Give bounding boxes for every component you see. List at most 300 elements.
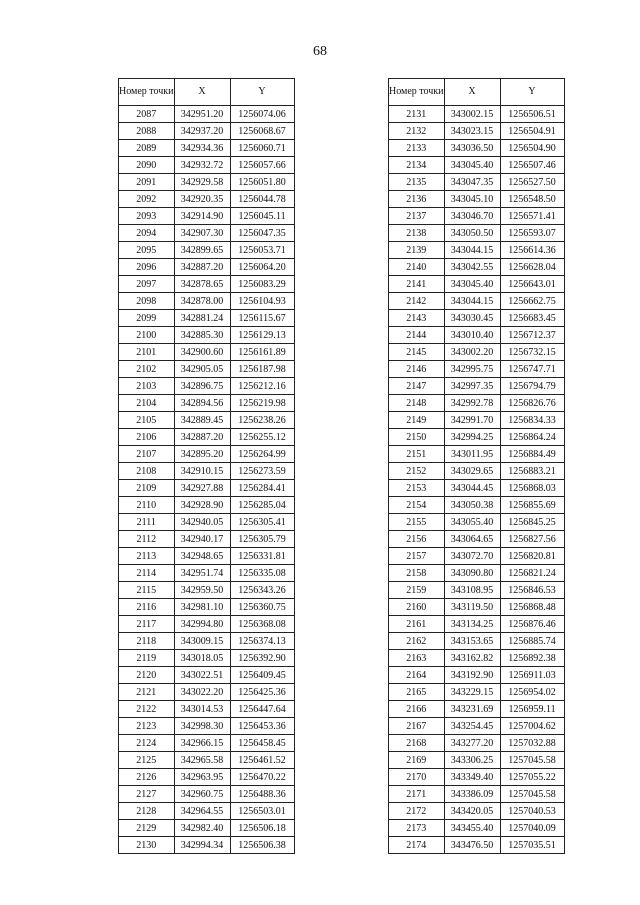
table-row <box>119 497 295 514</box>
y-coordinate-cell: 1256712.37 <box>500 327 564 344</box>
x-coordinate-cell: 343045.10 <box>444 191 500 208</box>
y-coordinate-cell: 1256662.75 <box>500 293 564 310</box>
y-coordinate-cell: 1256115.67 <box>230 310 294 327</box>
x-coordinate-cell: 342940.17 <box>174 531 230 548</box>
table-row <box>119 531 295 548</box>
y-coordinate-cell: 1256068.67 <box>230 123 294 140</box>
y-coordinate-cell: 1256827.56 <box>500 531 564 548</box>
y-coordinate-cell: 1256504.90 <box>500 140 564 157</box>
x-coordinate-cell: 342965.58 <box>174 752 230 769</box>
y-coordinate-cell: 1257045.58 <box>500 786 564 803</box>
x-coordinate-cell: 342963.95 <box>174 769 230 786</box>
y-coordinate-cell: 1257045.58 <box>500 752 564 769</box>
point-number-cell: 2153 <box>389 480 445 497</box>
y-coordinate-cell: 1256820.81 <box>500 548 564 565</box>
point-number-cell: 2165 <box>389 684 445 701</box>
table-row <box>389 123 565 140</box>
point-number-cell: 2119 <box>119 650 175 667</box>
x-coordinate-cell: 342914.90 <box>174 208 230 225</box>
table-row <box>119 684 295 701</box>
y-coordinate-cell: 1256643.01 <box>500 276 564 293</box>
point-number-cell: 2141 <box>389 276 445 293</box>
y-coordinate-cell: 1256374.13 <box>230 633 294 650</box>
point-number-cell: 2099 <box>119 310 175 327</box>
table-row <box>119 140 295 157</box>
x-coordinate-cell: 343009.15 <box>174 633 230 650</box>
y-coordinate-cell: 1256506.18 <box>230 820 294 837</box>
table-row <box>119 174 295 191</box>
table-row <box>119 633 295 650</box>
y-coordinate-cell: 1256057.66 <box>230 157 294 174</box>
y-coordinate-cell: 1256104.93 <box>230 293 294 310</box>
y-coordinate-cell: 1256368.08 <box>230 616 294 633</box>
x-coordinate-cell: 343064.65 <box>444 531 500 548</box>
x-coordinate-cell: 343011.95 <box>444 446 500 463</box>
y-coordinate-cell: 1256053.71 <box>230 242 294 259</box>
y-coordinate-cell: 1256458.45 <box>230 735 294 752</box>
point-number-cell: 2120 <box>119 667 175 684</box>
point-number-cell: 2171 <box>389 786 445 803</box>
table-row <box>389 514 565 531</box>
y-coordinate-cell: 1256614.36 <box>500 242 564 259</box>
table-row <box>389 786 565 803</box>
table-row <box>389 310 565 327</box>
table-row <box>389 565 565 582</box>
x-coordinate-cell: 342998.30 <box>174 718 230 735</box>
x-coordinate-cell: 342964.55 <box>174 803 230 820</box>
point-number-cell: 2122 <box>119 701 175 718</box>
x-coordinate-cell: 343306.25 <box>444 752 500 769</box>
x-coordinate-cell: 343162.82 <box>444 650 500 667</box>
y-coordinate-cell: 1256060.71 <box>230 140 294 157</box>
y-coordinate-cell: 1256876.46 <box>500 616 564 633</box>
point-number-cell: 2167 <box>389 718 445 735</box>
y-coordinate-cell: 1257040.09 <box>500 820 564 837</box>
x-coordinate-cell: 343023.15 <box>444 123 500 140</box>
point-number-cell: 2160 <box>389 599 445 616</box>
x-coordinate-cell: 343022.51 <box>174 667 230 684</box>
table-body-right <box>389 106 565 854</box>
x-coordinate-cell: 343254.45 <box>444 718 500 735</box>
x-coordinate-cell: 343044.15 <box>444 242 500 259</box>
x-coordinate-cell: 343030.45 <box>444 310 500 327</box>
y-coordinate-cell: 1256504.91 <box>500 123 564 140</box>
y-coordinate-cell: 1256884.49 <box>500 446 564 463</box>
table-row <box>389 395 565 412</box>
y-coordinate-cell: 1256212.16 <box>230 378 294 395</box>
table-header-row <box>119 79 295 106</box>
x-coordinate-cell: 343231.69 <box>444 701 500 718</box>
y-coordinate-cell: 1257040.53 <box>500 803 564 820</box>
table-row <box>389 157 565 174</box>
point-number-cell: 2124 <box>119 735 175 752</box>
table-row <box>389 616 565 633</box>
table-row <box>119 191 295 208</box>
y-coordinate-cell: 1256425.36 <box>230 684 294 701</box>
x-coordinate-cell: 342878.00 <box>174 293 230 310</box>
point-number-cell: 2092 <box>119 191 175 208</box>
x-coordinate-cell: 343045.40 <box>444 276 500 293</box>
x-coordinate-cell: 343036.50 <box>444 140 500 157</box>
table-row <box>119 446 295 463</box>
table-header-row <box>389 79 565 106</box>
x-coordinate-cell: 342896.75 <box>174 378 230 395</box>
table-row <box>389 344 565 361</box>
table-row <box>119 242 295 259</box>
table-row <box>119 123 295 140</box>
header-y: Y <box>230 79 294 106</box>
x-coordinate-cell: 343108.95 <box>444 582 500 599</box>
point-number-cell: 2118 <box>119 633 175 650</box>
table-row <box>389 701 565 718</box>
y-coordinate-cell: 1256447.64 <box>230 701 294 718</box>
x-coordinate-cell: 342887.20 <box>174 429 230 446</box>
point-number-cell: 2105 <box>119 412 175 429</box>
x-coordinate-cell: 343386.09 <box>444 786 500 803</box>
header-y: Y <box>500 79 564 106</box>
point-number-cell: 2127 <box>119 786 175 803</box>
point-number-cell: 2136 <box>389 191 445 208</box>
x-coordinate-cell: 343090.80 <box>444 565 500 582</box>
point-number-cell: 2130 <box>119 837 175 854</box>
point-number-cell: 2094 <box>119 225 175 242</box>
point-number-cell: 2093 <box>119 208 175 225</box>
table-row <box>119 480 295 497</box>
y-coordinate-cell: 1256044.78 <box>230 191 294 208</box>
point-number-cell: 2135 <box>389 174 445 191</box>
y-coordinate-cell: 1256892.38 <box>500 650 564 667</box>
point-number-cell: 2133 <box>389 140 445 157</box>
x-coordinate-cell: 342995.75 <box>444 361 500 378</box>
y-coordinate-cell: 1256305.41 <box>230 514 294 531</box>
x-coordinate-cell: 343050.38 <box>444 497 500 514</box>
point-number-cell: 2143 <box>389 310 445 327</box>
point-number-cell: 2096 <box>119 259 175 276</box>
x-coordinate-cell: 343455.40 <box>444 820 500 837</box>
table-row <box>119 565 295 582</box>
x-coordinate-cell: 343072.70 <box>444 548 500 565</box>
point-number-cell: 2110 <box>119 497 175 514</box>
y-coordinate-cell: 1256285.04 <box>230 497 294 514</box>
point-number-cell: 2091 <box>119 174 175 191</box>
y-coordinate-cell: 1256335.08 <box>230 565 294 582</box>
table-row <box>389 650 565 667</box>
table-row <box>389 752 565 769</box>
y-coordinate-cell: 1256470.22 <box>230 769 294 786</box>
point-number-cell: 2158 <box>389 565 445 582</box>
x-coordinate-cell: 342994.34 <box>174 837 230 854</box>
table-row <box>389 225 565 242</box>
x-coordinate-cell: 342895.20 <box>174 446 230 463</box>
table-row <box>389 463 565 480</box>
header-point-number: Номер точки <box>119 79 175 106</box>
point-number-cell: 2148 <box>389 395 445 412</box>
x-coordinate-cell: 342934.36 <box>174 140 230 157</box>
point-number-cell: 2163 <box>389 650 445 667</box>
x-coordinate-cell: 342887.20 <box>174 259 230 276</box>
point-number-cell: 2152 <box>389 463 445 480</box>
point-number-cell: 2157 <box>389 548 445 565</box>
x-coordinate-cell: 342960.75 <box>174 786 230 803</box>
x-coordinate-cell: 342940.05 <box>174 514 230 531</box>
x-coordinate-cell: 343047.35 <box>444 174 500 191</box>
y-coordinate-cell: 1256846.53 <box>500 582 564 599</box>
table-row <box>119 276 295 293</box>
x-coordinate-cell: 342885.30 <box>174 327 230 344</box>
y-coordinate-cell: 1256548.50 <box>500 191 564 208</box>
point-number-cell: 2107 <box>119 446 175 463</box>
table-row <box>389 446 565 463</box>
point-number-cell: 2169 <box>389 752 445 769</box>
x-coordinate-cell: 343349.40 <box>444 769 500 786</box>
x-coordinate-cell: 343029.65 <box>444 463 500 480</box>
x-coordinate-cell: 343055.40 <box>444 514 500 531</box>
y-coordinate-cell: 1256527.50 <box>500 174 564 191</box>
point-number-cell: 2132 <box>389 123 445 140</box>
table-row <box>119 208 295 225</box>
x-coordinate-cell: 342907.30 <box>174 225 230 242</box>
x-coordinate-cell: 342991.70 <box>444 412 500 429</box>
table-row <box>119 837 295 854</box>
point-number-cell: 2168 <box>389 735 445 752</box>
y-coordinate-cell: 1256883.21 <box>500 463 564 480</box>
table-row <box>389 633 565 650</box>
table-row <box>389 531 565 548</box>
y-coordinate-cell: 1256064.20 <box>230 259 294 276</box>
x-coordinate-cell: 342992.78 <box>444 395 500 412</box>
table-row <box>119 106 295 123</box>
x-coordinate-cell: 343018.05 <box>174 650 230 667</box>
table-row <box>389 837 565 854</box>
table-row <box>119 463 295 480</box>
table-row <box>389 140 565 157</box>
table-row <box>119 582 295 599</box>
y-coordinate-cell: 1256238.26 <box>230 412 294 429</box>
y-coordinate-cell: 1256219.98 <box>230 395 294 412</box>
table-row <box>389 276 565 293</box>
header-point-number: Номер точки <box>389 79 445 106</box>
point-number-cell: 2121 <box>119 684 175 701</box>
table-row <box>119 361 295 378</box>
point-number-cell: 2155 <box>389 514 445 531</box>
header-x: X <box>444 79 500 106</box>
y-coordinate-cell: 1256343.26 <box>230 582 294 599</box>
table-row <box>119 616 295 633</box>
point-number-cell: 2113 <box>119 548 175 565</box>
y-coordinate-cell: 1256129.13 <box>230 327 294 344</box>
y-coordinate-cell: 1256826.76 <box>500 395 564 412</box>
y-coordinate-cell: 1256453.36 <box>230 718 294 735</box>
point-number-cell: 2114 <box>119 565 175 582</box>
y-coordinate-cell: 1256959.11 <box>500 701 564 718</box>
y-coordinate-cell: 1256506.38 <box>230 837 294 854</box>
point-number-cell: 2087 <box>119 106 175 123</box>
x-coordinate-cell: 342905.05 <box>174 361 230 378</box>
y-coordinate-cell: 1256488.36 <box>230 786 294 803</box>
point-number-cell: 2156 <box>389 531 445 548</box>
x-coordinate-cell: 343022.20 <box>174 684 230 701</box>
point-number-cell: 2145 <box>389 344 445 361</box>
y-coordinate-cell: 1256683.45 <box>500 310 564 327</box>
table-row <box>119 514 295 531</box>
point-number-cell: 2098 <box>119 293 175 310</box>
y-coordinate-cell: 1256305.79 <box>230 531 294 548</box>
table-body-left <box>119 106 295 854</box>
point-number-cell: 2108 <box>119 463 175 480</box>
table-row <box>389 667 565 684</box>
table-row <box>389 208 565 225</box>
x-coordinate-cell: 343002.20 <box>444 344 500 361</box>
point-number-cell: 2106 <box>119 429 175 446</box>
point-number-cell: 2102 <box>119 361 175 378</box>
table-row <box>389 769 565 786</box>
point-number-cell: 2144 <box>389 327 445 344</box>
point-number-cell: 2109 <box>119 480 175 497</box>
table-row <box>119 752 295 769</box>
x-coordinate-cell: 343192.90 <box>444 667 500 684</box>
x-coordinate-cell: 342928.90 <box>174 497 230 514</box>
point-number-cell: 2125 <box>119 752 175 769</box>
x-coordinate-cell: 342881.24 <box>174 310 230 327</box>
table-row <box>119 378 295 395</box>
x-coordinate-cell: 342982.40 <box>174 820 230 837</box>
point-number-cell: 2140 <box>389 259 445 276</box>
x-coordinate-cell: 342900.60 <box>174 344 230 361</box>
table-row <box>389 361 565 378</box>
table-row <box>119 395 295 412</box>
point-number-cell: 2097 <box>119 276 175 293</box>
point-number-cell: 2166 <box>389 701 445 718</box>
coordinates-table-left <box>118 78 295 854</box>
point-number-cell: 2104 <box>119 395 175 412</box>
table-row <box>389 718 565 735</box>
x-coordinate-cell: 343153.65 <box>444 633 500 650</box>
y-coordinate-cell: 1256161.89 <box>230 344 294 361</box>
point-number-cell: 2151 <box>389 446 445 463</box>
y-coordinate-cell: 1257004.62 <box>500 718 564 735</box>
point-number-cell: 2123 <box>119 718 175 735</box>
table-row <box>389 497 565 514</box>
table-row <box>119 310 295 327</box>
y-coordinate-cell: 1256409.45 <box>230 667 294 684</box>
point-number-cell: 2088 <box>119 123 175 140</box>
point-number-cell: 2150 <box>389 429 445 446</box>
point-number-cell: 2161 <box>389 616 445 633</box>
table-row <box>119 820 295 837</box>
y-coordinate-cell: 1256732.15 <box>500 344 564 361</box>
y-coordinate-cell: 1256284.41 <box>230 480 294 497</box>
table-row <box>389 803 565 820</box>
point-number-cell: 2162 <box>389 633 445 650</box>
y-coordinate-cell: 1256911.03 <box>500 667 564 684</box>
table-row <box>389 191 565 208</box>
x-coordinate-cell: 342981.10 <box>174 599 230 616</box>
table-row <box>389 429 565 446</box>
table-row <box>389 259 565 276</box>
x-coordinate-cell: 342966.15 <box>174 735 230 752</box>
table-row <box>389 480 565 497</box>
y-coordinate-cell: 1256331.81 <box>230 548 294 565</box>
x-coordinate-cell: 343046.70 <box>444 208 500 225</box>
y-coordinate-cell: 1256855.69 <box>500 497 564 514</box>
x-coordinate-cell: 343119.50 <box>444 599 500 616</box>
y-coordinate-cell: 1256868.03 <box>500 480 564 497</box>
y-coordinate-cell: 1257055.22 <box>500 769 564 786</box>
y-coordinate-cell: 1257035.51 <box>500 837 564 854</box>
point-number-cell: 2090 <box>119 157 175 174</box>
x-coordinate-cell: 342997.35 <box>444 378 500 395</box>
x-coordinate-cell: 342894.56 <box>174 395 230 412</box>
x-coordinate-cell: 342920.35 <box>174 191 230 208</box>
x-coordinate-cell: 343050.50 <box>444 225 500 242</box>
y-coordinate-cell: 1256047.35 <box>230 225 294 242</box>
x-coordinate-cell: 343010.40 <box>444 327 500 344</box>
page-number: 68 <box>313 44 327 59</box>
point-number-cell: 2164 <box>389 667 445 684</box>
table-row <box>119 157 295 174</box>
table-row <box>389 684 565 701</box>
y-coordinate-cell: 1256845.25 <box>500 514 564 531</box>
table-row <box>389 327 565 344</box>
point-number-cell: 2137 <box>389 208 445 225</box>
y-coordinate-cell: 1257032.88 <box>500 735 564 752</box>
point-number-cell: 2172 <box>389 803 445 820</box>
table-row <box>389 735 565 752</box>
y-coordinate-cell: 1256506.51 <box>500 106 564 123</box>
point-number-cell: 2095 <box>119 242 175 259</box>
table-row <box>389 378 565 395</box>
x-coordinate-cell: 342929.58 <box>174 174 230 191</box>
point-number-cell: 2116 <box>119 599 175 616</box>
x-coordinate-cell: 342878.65 <box>174 276 230 293</box>
table-row <box>119 327 295 344</box>
y-coordinate-cell: 1256051.80 <box>230 174 294 191</box>
y-coordinate-cell: 1256360.75 <box>230 599 294 616</box>
header-x: X <box>174 79 230 106</box>
x-coordinate-cell: 342994.80 <box>174 616 230 633</box>
x-coordinate-cell: 343042.55 <box>444 259 500 276</box>
table-row <box>389 106 565 123</box>
table-row <box>119 344 295 361</box>
point-number-cell: 2173 <box>389 820 445 837</box>
table-row <box>119 769 295 786</box>
y-coordinate-cell: 1256593.07 <box>500 225 564 242</box>
table-row <box>119 701 295 718</box>
table-row <box>389 820 565 837</box>
x-coordinate-cell: 342932.72 <box>174 157 230 174</box>
point-number-cell: 2142 <box>389 293 445 310</box>
point-number-cell: 2126 <box>119 769 175 786</box>
y-coordinate-cell: 1256255.12 <box>230 429 294 446</box>
table-row <box>389 599 565 616</box>
y-coordinate-cell: 1256045.11 <box>230 208 294 225</box>
table-row <box>119 735 295 752</box>
point-number-cell: 2101 <box>119 344 175 361</box>
table-row <box>119 786 295 803</box>
x-coordinate-cell: 343277.20 <box>444 735 500 752</box>
y-coordinate-cell: 1256507.46 <box>500 157 564 174</box>
point-number-cell: 2131 <box>389 106 445 123</box>
table-row <box>389 412 565 429</box>
table-row <box>119 429 295 446</box>
y-coordinate-cell: 1256794.79 <box>500 378 564 395</box>
y-coordinate-cell: 1256834.33 <box>500 412 564 429</box>
y-coordinate-cell: 1256264.99 <box>230 446 294 463</box>
x-coordinate-cell: 342889.45 <box>174 412 230 429</box>
table-row <box>119 650 295 667</box>
point-number-cell: 2149 <box>389 412 445 429</box>
x-coordinate-cell: 342951.74 <box>174 565 230 582</box>
